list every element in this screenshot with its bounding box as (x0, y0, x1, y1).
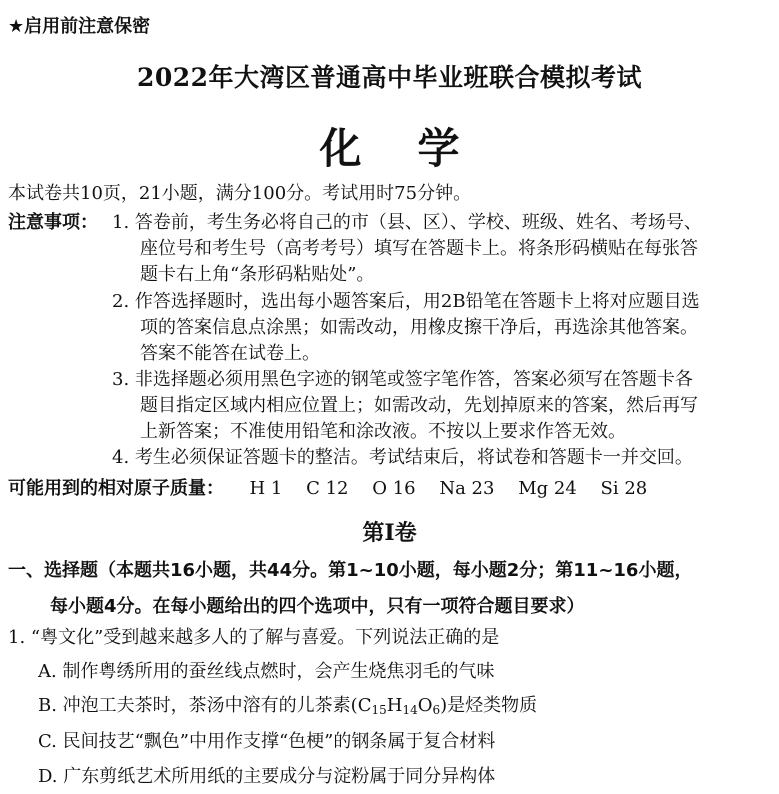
option-b-text: )是烃类物质 (440, 695, 538, 716)
option-b-text: H (386, 695, 403, 716)
atomic-mass-item: Mg 24 (518, 478, 577, 499)
note-line: 上新答案；不准使用铅笔和涂改液。不按以上要求作答无效。 (140, 421, 626, 442)
note-line: 座位号和考生号（高考考号）填写在答题卡上。将条形码横贴在每张答 (140, 238, 698, 259)
note-line: 4. 考生必须保证答题卡的整洁。考试结束后，将试卷和答题卡一并交回。 (112, 447, 693, 468)
note-line: 1. 答卷前，考生务必将自己的市（县、区）、学校、班级、姓名、考场号、 (112, 212, 702, 233)
note-line: 答案不能答在试卷上。 (140, 343, 320, 364)
subject-char-2: 学 (417, 124, 460, 173)
exam-intro: 本试卷共10页，21小题，满分100分。考试用时75分钟。 (8, 183, 472, 204)
atomic-mass-row (8, 474, 665, 500)
exam-title: 2022年大湾区普通高中毕业班联合模拟考试 (136, 63, 643, 92)
atomic-mass-item: C 12 (306, 478, 349, 499)
note-line: 项的答案信息点涂黑；如需改动，用橡皮擦干净后，再选涂其他答案。 (140, 317, 698, 338)
question-stem: 1. “粤文化”受到越来越多人的了解与喜爱。下列说法正确的是 (8, 627, 500, 648)
subscript: 14 (402, 703, 418, 717)
option-b-text: B. 冲泡工夫茶时，茶汤中溶有的儿茶素(C (38, 695, 372, 716)
part-heading-line2: 每小题4分。在每小题给出的四个选项中，只有一项符合题目要求） (50, 596, 585, 617)
atomic-mass-item: Si 28 (600, 478, 648, 499)
option-d: D. 广东剪纸艺术所用纸的主要成分与淀粉属于同分异构体 (38, 766, 496, 787)
option-b (38, 691, 537, 717)
atomic-mass-item: H 1 (249, 478, 283, 499)
atomic-mass-label: 可能用到的相对原子质量： (8, 478, 224, 499)
subscript: 6 (432, 703, 441, 717)
option-b-text: O (417, 695, 433, 716)
part-heading-line1: 一、选择题（本题共16小题，共44分。第1~10小题，每小题2分；第11~16小题， (8, 560, 693, 581)
note-line: 2. 作答选择题时，选出每小题答案后，用2B铅笔在答题卡上将对应题目选 (112, 291, 700, 312)
confidential-mark: ★启用前注意保密 (8, 16, 151, 37)
option-a: A. 制作粤绣所用的蚕丝线点燃时，会产生烧焦羽毛的气味 (38, 661, 495, 682)
note-line: 题卡右上角“条形码粘贴处”。 (140, 264, 375, 285)
subscript: 15 (371, 703, 387, 717)
subject-title (0, 116, 779, 176)
section-title: 第Ⅰ卷 (362, 520, 417, 546)
option-c: C. 民间技艺“飘色”中用作支撑“色梗”的钢条属于复合材料 (38, 731, 496, 752)
note-line: 3. 非选择题必须用黑色字迹的钢笔或签字笔作答，答案必须写在答题卡各 (112, 369, 693, 390)
notes-label: 注意事项： (8, 212, 98, 233)
atomic-mass-item: O 16 (372, 478, 416, 499)
atomic-mass-item: Na 23 (439, 478, 495, 499)
subject-char-1: 化 (319, 124, 362, 173)
note-line: 题目指定区域内相应位置上；如需改动，先划掉原来的答案，然后再写 (140, 395, 698, 416)
